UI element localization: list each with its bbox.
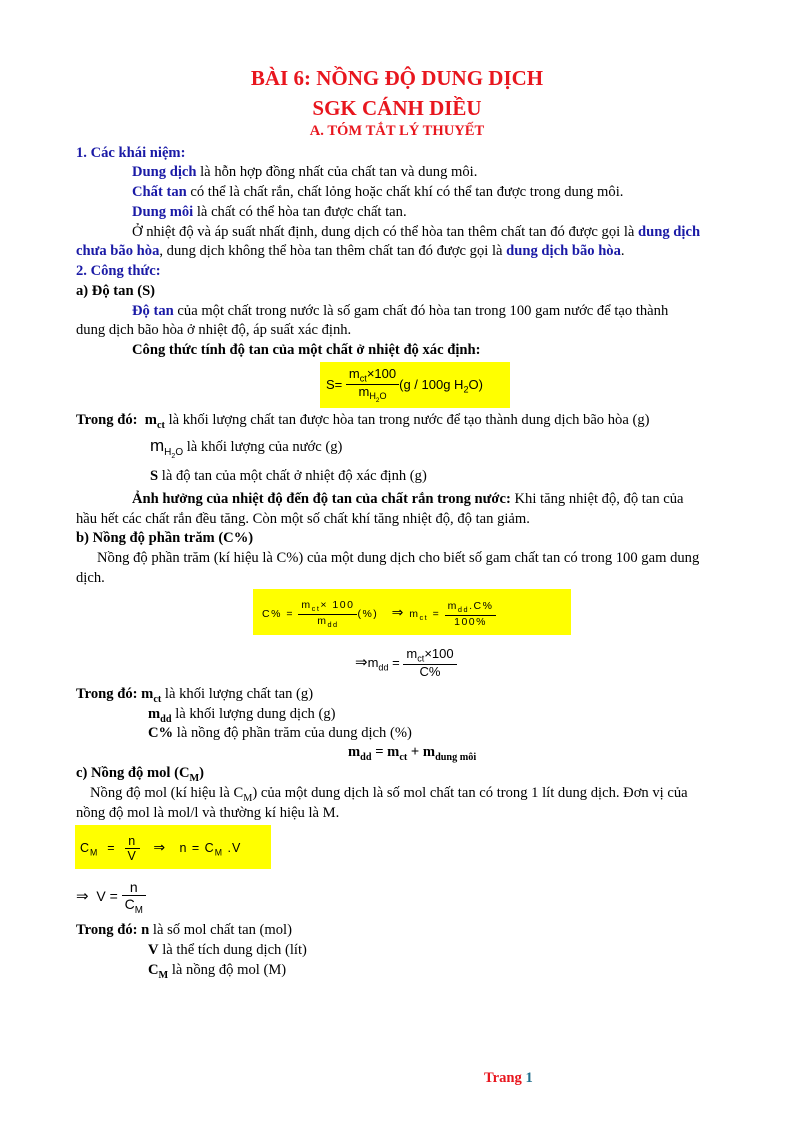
sub-c-heading: c) Nồng độ mol $(C_M)$ xyxy=(76,765,205,784)
sub-b-heading: b) Nồng độ phần trăm (C%) xyxy=(76,530,254,546)
c-percent-def-line2: dịch. xyxy=(76,570,105,586)
page-footer: Trang 1 xyxy=(484,1070,533,1086)
page-subtitle: SGK CÁNH DIỀU xyxy=(312,96,482,120)
a-where3: S là độ tan của một chất ở nhiệt độ xác định (g) xyxy=(150,468,427,484)
section-a-heading: A. TÓM TẮT LÝ THUYẾT xyxy=(309,123,485,139)
def-dung-moi: Dung môi là chất có thể hòa tan được chất tan. xyxy=(132,204,407,220)
c-where1: Trong đó: n là số mol chất tan (mol) xyxy=(76,922,292,938)
c-where3: $C_M$ là nồng độ mol (M) xyxy=(148,962,287,981)
a-where1: Trong đó: $m_{ct}$ là khối lượng chất tan được hòa tan trong nước để tạo thành dung dịch bão hòa (g) xyxy=(76,412,650,431)
sec1-heading: 1. Các khái niệm: xyxy=(76,145,186,161)
b-where2: $m_{dd}$ là khối lượng dung dịch (g) xyxy=(148,706,336,725)
sub-a-heading: a) Độ tan (S) xyxy=(76,283,156,299)
cm-def-line2: nồng độ mol là mol/l và thường kí hiệu là M. xyxy=(76,805,340,821)
formula-title: Công thức tính độ tan của một chất ở nhiệt độ xác định: xyxy=(132,342,481,358)
formula-cm: $C_M$ = $\frac{n}{V}$ ⇒ $n = C_M$ .V xyxy=(80,833,242,864)
formula-v: ⇒ V = $\frac{n}{C_M}$ xyxy=(76,873,146,919)
def-chat-tan: Chất tan có thể là chất rắn, chất lỏng hoặc chất khí có thể tan được trong dung môi. xyxy=(132,184,624,200)
formula-mdd: $\Rightarrow m_{dd}$ = $\frac{m_{ct}\times 100}{C\%}$ xyxy=(355,640,457,686)
b-where3: C% là nồng độ phần trăm của dung dịch (%) xyxy=(148,725,412,741)
formula-s: S= $\frac{m_{ct}\times 100}{m_{H_2O}}$ (g / 100g $H_2O$) xyxy=(326,365,483,405)
def-dung-dich: Dung dịch là hỗn hợp đồng nhất của chất tan và dung môi. xyxy=(132,164,478,180)
def-bao-hoa-line2: chưa bão hòa, dung dịch không thể hòa tan thêm chất tan đó được gọi là dung dịch bão hòa. xyxy=(76,243,625,259)
do-tan-def-line2: dung dịch bão hòa ở nhiệt độ, áp suất xác định. xyxy=(76,322,352,338)
b-where1: Trong đó: $m_{ct}$ là khối lượng chất tan (g) xyxy=(76,686,314,705)
c-percent-def-line1: Nồng độ phần trăm (kí hiệu là C%) của một dung dịch cho biết số gam chất tan có trong 100 gam dung xyxy=(97,550,700,566)
cm-def-line1: Nồng độ mol (kí hiệu là $C_M$) của một dung dịch là số mol chất tan có trong 1 lít dung dịch. Đơn vị của xyxy=(90,785,688,804)
page-title: BÀI 6: NỒNG ĐỘ DUNG DỊCH xyxy=(250,66,544,90)
c-where2: V là thể tích dung dịch (lít) xyxy=(148,942,307,958)
temp-effect-line1: Ảnh hưởng của nhiệt độ đến độ tan của chất rắn trong nước: Khi tăng nhiệt độ, độ tan của xyxy=(132,491,684,507)
mass-sum-formula: $m_{dd} = m_{ct} + m_{dung môi}$ xyxy=(348,744,477,763)
do-tan-def-line1: Độ tan của một chất trong nước là số gam chất đó hòa tan trong 100 gam nước để tạo thành xyxy=(132,303,669,319)
a-where2: $m_{H_2O}$ là khối lượng của nước (g) xyxy=(150,436,343,460)
def-bao-hoa-line1: Ở nhiệt độ và áp suất nhất định, dung dịch có thể hòa tan thêm chất tan đó được gọi là dung dịch xyxy=(132,224,701,240)
sec2-heading: 2. Công thức: xyxy=(76,263,161,279)
formula-cpercent: C% = $\frac{m_{ct}\times 100}{m_{dd}}$ (%) ⇒ $m_{ct}$ = $\frac{m_{dd}.C\%}{100\%}$ xyxy=(262,589,496,635)
temp-effect-line2: hầu hết các chất rắn đều tăng. Còn một số chất khí tăng nhiệt độ, độ tan giảm. xyxy=(76,511,530,527)
